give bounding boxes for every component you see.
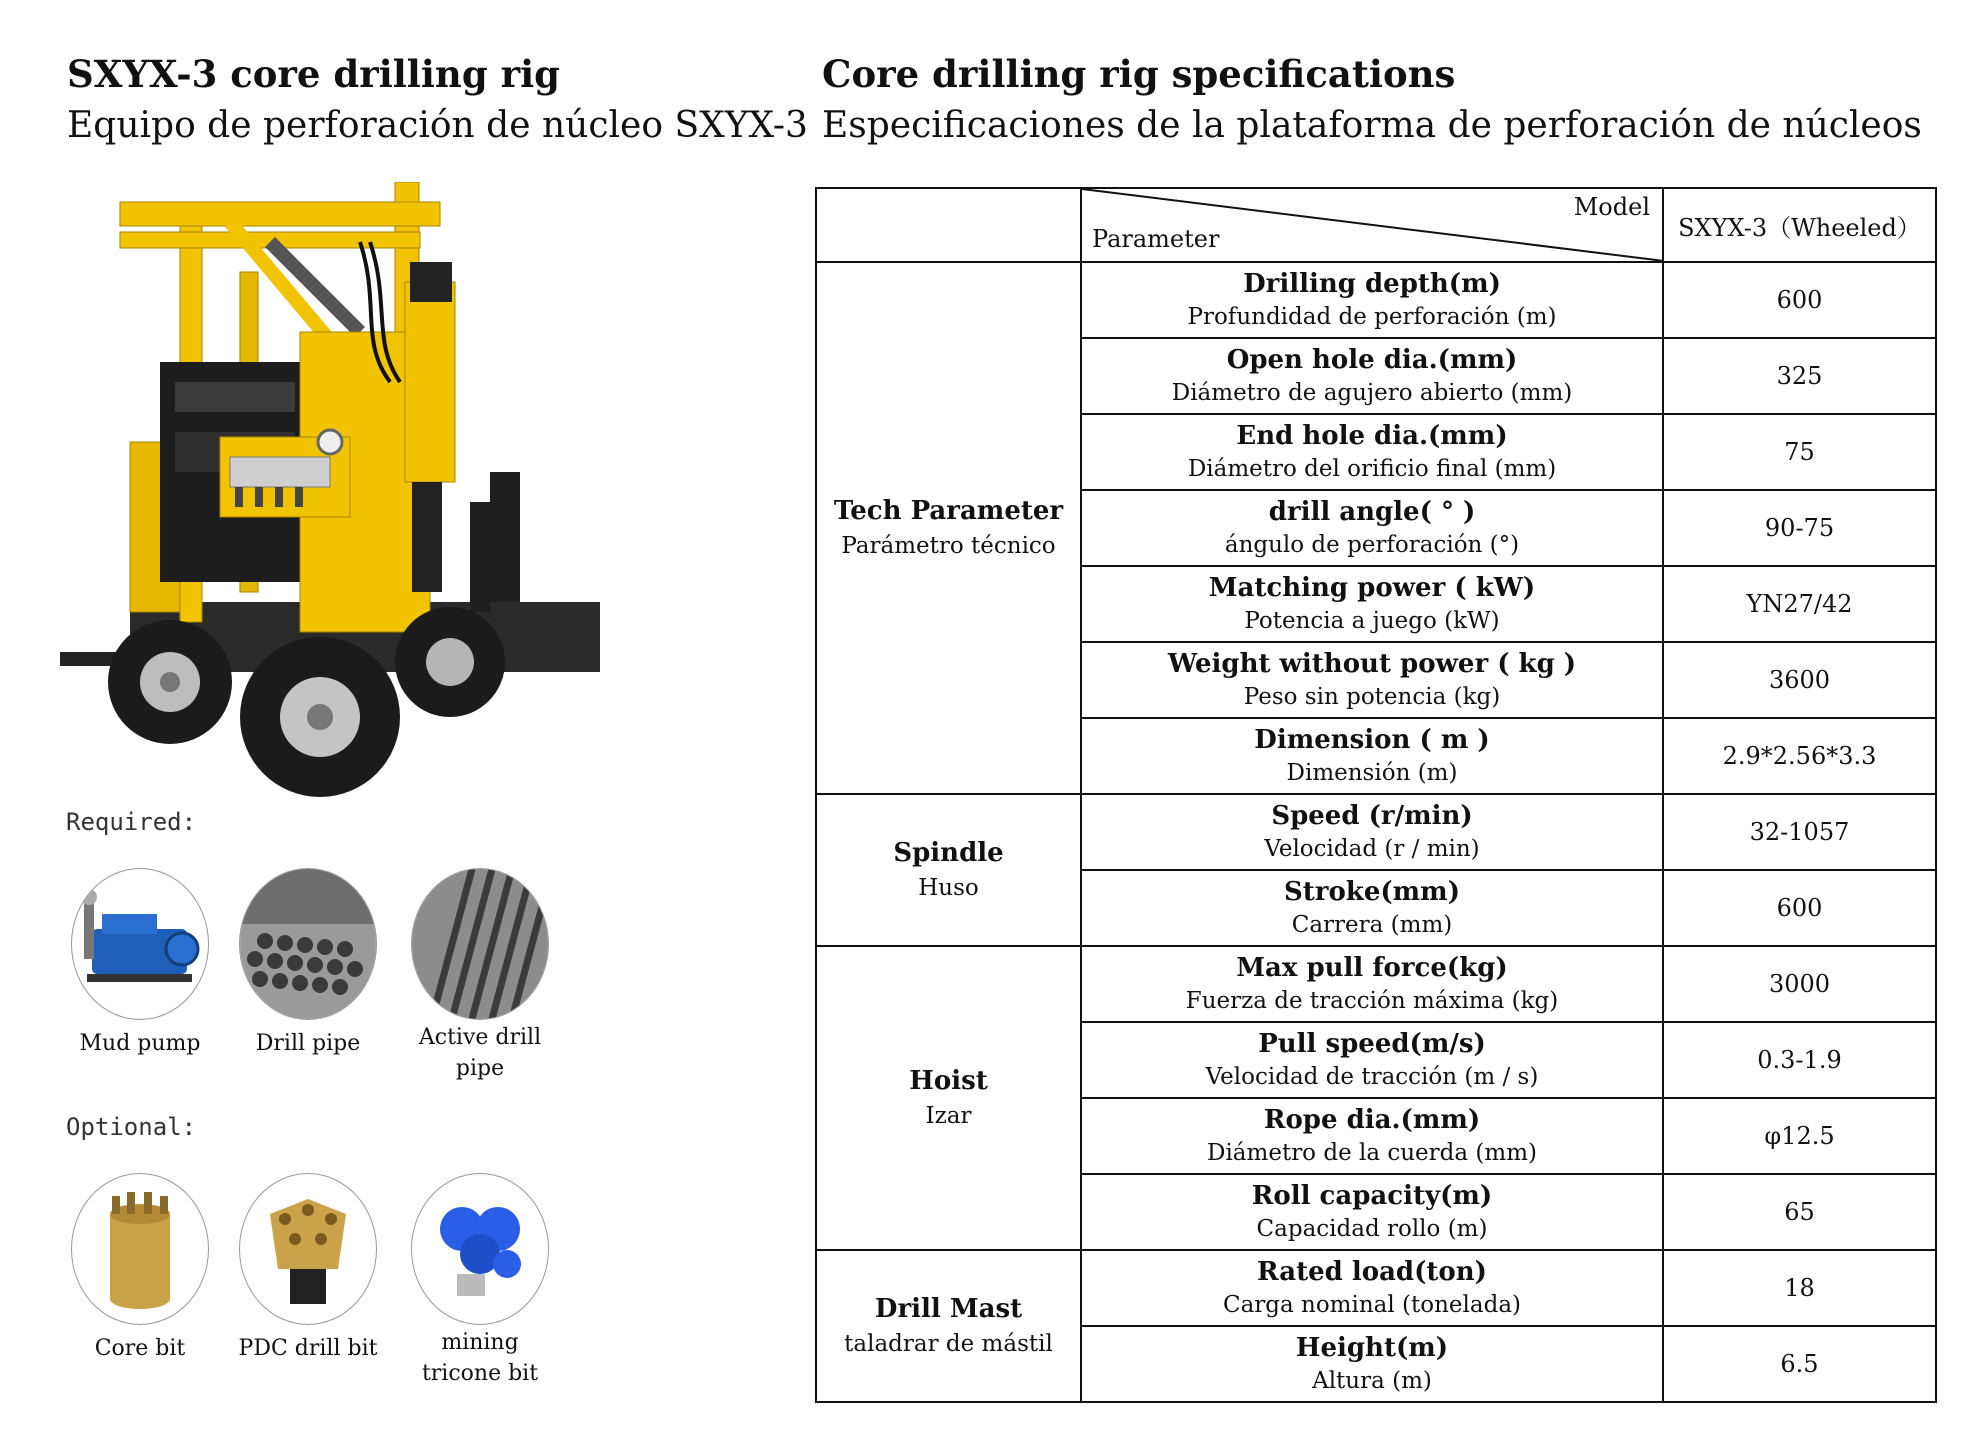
- required-label: Required:: [66, 808, 197, 836]
- table-row: Pull speed(m/s) Velocidad de tracción (m / s) 0.3-1.9: [816, 1022, 1936, 1098]
- table-header-row: [816, 188, 1936, 262]
- table-row: Drill Mast taladrar de mástil Rated load(ton) Carga nominal (tonelada) 18: [816, 1250, 1936, 1326]
- table-row: Hoist Izar Max pull force(kg) Fuerza de tracción máxima (kg) 3000: [816, 946, 1936, 1022]
- mud-pump-icon: [71, 868, 209, 1020]
- header-blank-cell: [816, 188, 1081, 262]
- pdc-bit-icon: [239, 1173, 377, 1325]
- table-row: Dimension ( m ) Dimensión (m) 2.9*2.56*3.3: [816, 718, 1936, 794]
- accessory-active-drill-pipe: Active drill pipe: [400, 868, 560, 1084]
- header-parameter-label: Parameter: [1092, 225, 1220, 253]
- optional-label: Optional:: [66, 1113, 197, 1141]
- accessory-drill-pipe: Drill pipe: [228, 868, 388, 1059]
- group-spindle: Spindle Huso: [816, 794, 1081, 946]
- table-row: End hole dia.(mm) Diámetro del orificio final (mm) 75: [816, 414, 1936, 490]
- spec-title: Core drilling rig specifications: [822, 52, 1456, 96]
- group-drill-mast: Drill Mast taladrar de mástil: [816, 1250, 1081, 1402]
- header-model-label: Model: [1573, 193, 1650, 221]
- table-row: drill angle( ° ) ángulo de perforación (°) 90-75: [816, 490, 1936, 566]
- group-tech-parameter: Tech Parameter Parámetro técnico: [816, 262, 1081, 794]
- table-row: Stroke(mm) Carrera (mm) 600: [816, 870, 1936, 946]
- model-value: SXYX-3（Wheeled）: [1663, 188, 1936, 262]
- table-row: Spindle Huso Speed (r/min) Velocidad (r / min) 32-1057: [816, 794, 1936, 870]
- table-row: Weight without power ( kg ) Peso sin potencia (kg) 3600: [816, 642, 1936, 718]
- product-title: SXYX-3 core drilling rig: [67, 52, 560, 96]
- spec-title-spanish: Especificaciones de la plataforma de perforación de núcleos: [822, 105, 1922, 146]
- spec-table: [815, 187, 1937, 1403]
- table-row: Height(m) Altura (m) 6.5: [816, 1326, 1936, 1402]
- accessory-tricone-bit: mining tricone bit: [400, 1173, 560, 1389]
- table-row: Tech Parameter Parámetro técnico Drilling depth(m) Profundidad de perforación (m) 600: [816, 262, 1936, 338]
- active-drill-pipe-icon: [411, 868, 549, 1020]
- product-title-spanish: Equipo de perforación de núcleo SXYX-3: [67, 105, 808, 146]
- right-header: [822, 48, 1922, 152]
- table-row: Open hole dia.(mm) Diámetro de agujero abierto (mm) 325: [816, 338, 1936, 414]
- drilling-rig-image: [60, 182, 660, 812]
- group-hoist: Hoist Izar: [816, 946, 1081, 1250]
- table-row: Roll capacity(m) Capacidad rollo (m) 65: [816, 1174, 1936, 1250]
- drill-pipe-icon: [239, 868, 377, 1020]
- accessory-mud-pump: Mud pump: [60, 868, 220, 1059]
- table-row: Matching power ( kW) Potencia a juego (kW) YN27/42: [816, 566, 1936, 642]
- accessory-pdc-bit: PDC drill bit: [228, 1173, 388, 1364]
- core-bit-icon: [71, 1173, 209, 1325]
- tricone-bit-icon: [411, 1173, 549, 1325]
- table-row: Rope dia.(mm) Diámetro de la cuerda (mm) φ12.5: [816, 1098, 1936, 1174]
- header-diagonal-cell: [1081, 188, 1663, 262]
- left-header: [67, 48, 808, 152]
- accessory-core-bit: Core bit: [60, 1173, 220, 1364]
